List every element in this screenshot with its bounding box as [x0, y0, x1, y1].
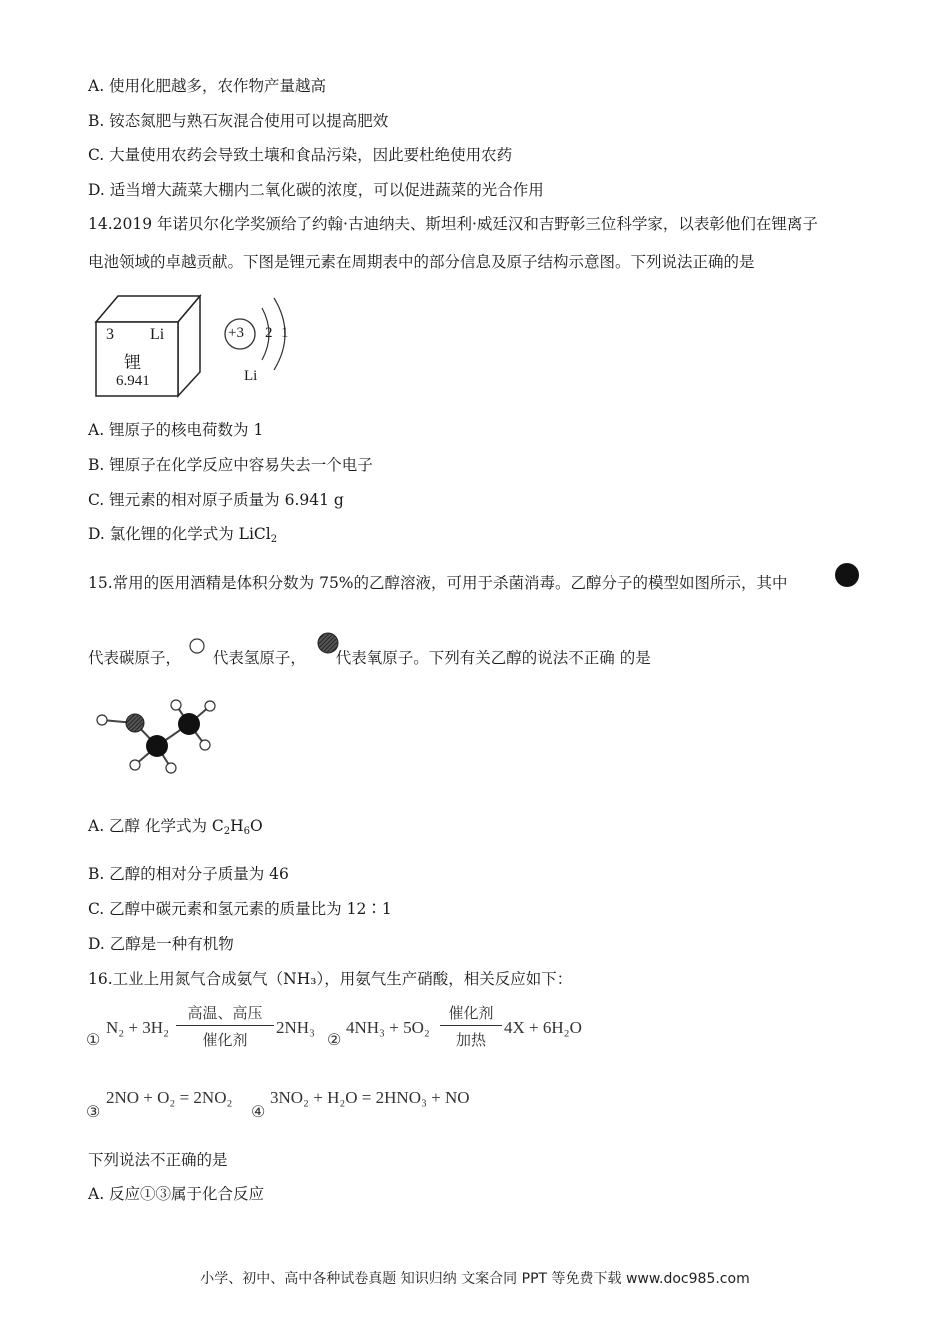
q14-option-c: C. 锂元素的相对原子质量为 6.941 g [88, 491, 344, 509]
reaction2-number: ② [327, 1032, 342, 1049]
q15-stem-line1: 15.常用的医用酒精是体积分数为 75%的乙醇溶液，可用于杀菌消毒。乙醇分子的模型如图所示，其中 [88, 574, 788, 592]
reaction2-condition-bottom: 加热 [455, 1031, 486, 1049]
reaction1-condition [176, 1002, 274, 1050]
hydrogen-legend-text: 代表氢原子， [212, 649, 306, 667]
q14-option-d: D. 氯化锂的化学式为 LiCl$_2$ [88, 525, 278, 545]
reaction3-equation: 2NO + O₂ = 2NO₂ [106, 1088, 233, 1107]
atom-shell1-count: 2 [265, 325, 273, 341]
q13-option-a: A. 使用化肥越多，农作物产量越高 [88, 77, 327, 95]
hydrogen-atom-icon [187, 636, 207, 656]
q14-option-b: B. 锂原子在化学反应中容易失去一个电子 [88, 456, 373, 474]
q16-stem: 16.工业上用氮气合成氨气（NH₃），用氨气生产硝酸，相关反应如下： [88, 970, 573, 988]
reaction4-number: ④ [251, 1104, 266, 1121]
reaction2-products: 4X + 6H₂O [504, 1018, 582, 1037]
q14-stem-line1: 14.2019 年诺贝尔化学奖颁给了约翰·古迪纳夫、斯坦利·威廷汉和吉野彰三位科学家，以表彰他们在锂离子 [88, 215, 818, 233]
reaction1-number: ① [86, 1032, 101, 1049]
element-mass: 6.941 [116, 373, 150, 389]
atom-shell2-count: 1 [281, 325, 289, 341]
ethanol-molecule-model [90, 695, 225, 780]
q15-option-b: B. 乙醇的相对分子质量为 46 [88, 865, 289, 883]
reaction3-number: ③ [86, 1104, 101, 1121]
q15-option-a: A. 乙醇 化学式为 $C_2H_6O$ [88, 817, 263, 837]
q16-option-a: A. 反应①③属于化合反应 [88, 1185, 265, 1203]
reaction2-reactants: 4NH₃ + 5O₂ [346, 1018, 430, 1037]
q14-stem-line2: 电池领域的卓越贡献。下图是锂元素在周期表中的部分信息及原子结构示意图。下列说法正确的是 [88, 253, 755, 271]
atom-nucleus-charge: +3 [228, 325, 244, 341]
reaction1-condition-top: 高温、高压 [176, 1002, 274, 1026]
reaction4-equation: 3NO₂ + H₂O = 2HNO₃ + NO [270, 1088, 470, 1107]
element-symbol: Li [150, 326, 165, 343]
q13-option-c: C. 大量使用农药会导致土壤和食品污染，因此要杜绝使用农药 [88, 146, 513, 164]
element-number: 3 [106, 326, 114, 343]
q13-option-d: D. 适当增大蔬菜大棚内二氧化碳的浓度，可以促进蔬菜的光合作用 [88, 181, 544, 199]
q15-stem-line2 [88, 648, 651, 668]
reaction1-products: 2NH₃ [276, 1018, 315, 1037]
q16-question: 下列说法不正确的是 [88, 1151, 228, 1169]
reaction2-condition-top: 催化剂 [440, 1002, 502, 1026]
element-name: 锂 [124, 353, 141, 373]
q15-option-c: C. 乙醇中碳元素和氢元素的质量比为 12∶1 [88, 900, 392, 918]
oxygen-legend-text: 代表氧原子。下列有关乙醇的说法不正确 的是 [335, 649, 651, 667]
page-footer: 小学、初中、高中各种试卷真题 知识归纳 文案合同 PPT 等免费下载 www.doc985.com [200, 1271, 750, 1287]
reaction1-reactants: N₂ + 3H₂ [106, 1018, 169, 1037]
atom-label: Li [244, 368, 258, 384]
oxygen-atom-icon [315, 630, 341, 656]
q15-option-d: D. 乙醇是一种有机物 [88, 935, 234, 953]
reaction2-condition [440, 1002, 502, 1050]
carbon-atom-icon [833, 561, 861, 589]
reaction1-condition-bottom: 催化剂 [202, 1031, 248, 1049]
q13-option-b: B. 铵态氮肥与熟石灰混合使用可以提高肥效 [88, 112, 389, 130]
q14-option-a: A. 锂原子的核电荷数为 1 [88, 421, 264, 439]
carbon-legend-text: 代表碳原子， [88, 649, 182, 667]
